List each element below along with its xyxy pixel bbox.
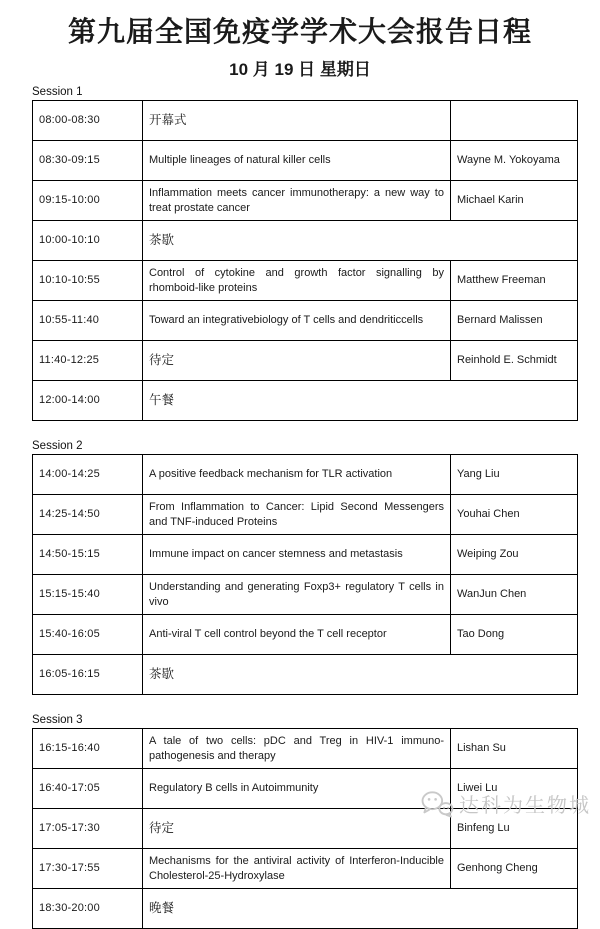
session-block-3 (32, 714, 577, 929)
title-cell: Multiple lineages of natural killer cells (143, 141, 451, 181)
session-label: Session 3 (32, 714, 83, 726)
table-row (33, 535, 578, 575)
title-cell: Anti-viral T cell control beyond the T cell receptor (143, 615, 451, 655)
table-row (33, 575, 578, 615)
table-row (33, 301, 578, 341)
time-cell: 16:40-17:05 (33, 769, 143, 809)
title-cell: From Inflammation to Cancer: Lipid Second Messengers and TNF-induced Proteins (143, 495, 451, 535)
time-cell: 10:55-11:40 (33, 301, 143, 341)
table-row (33, 261, 578, 301)
table-row (33, 809, 578, 849)
title-cell: 午餐 (143, 381, 578, 421)
table-row (33, 655, 578, 695)
speaker-cell: Liwei Lu (451, 769, 578, 809)
table-row (33, 495, 578, 535)
speaker-cell: WanJun Chen (451, 575, 578, 615)
title-cell: Understanding and generating Foxp3+ regulatory T cells in vivo (143, 575, 451, 615)
table-row (33, 101, 578, 141)
time-cell: 14:25-14:50 (33, 495, 143, 535)
time-cell: 08:00-08:30 (33, 101, 143, 141)
speaker-cell: Matthew Freeman (451, 261, 578, 301)
title-cell: Regulatory B cells in Autoimmunity (143, 769, 451, 809)
table-row (33, 181, 578, 221)
watermark-text: 达科为生物城 (459, 795, 591, 817)
page-subtitle: 10 月 19 日 星期日 (229, 60, 371, 79)
table-row (33, 221, 578, 261)
speaker-cell: Reinhold E. Schmidt (451, 341, 578, 381)
time-cell: 17:05-17:30 (33, 809, 143, 849)
title-cell: Toward an integrativebiology of T cells and dendriticcells (143, 301, 451, 341)
time-cell: 08:30-09:15 (33, 141, 143, 181)
title-cell: Mechanisms for the antiviral activity of Interferon-Inducible Cholesterol-25-Hydroxylase (143, 849, 451, 889)
title-cell: 茶歇 (143, 655, 578, 695)
time-cell: 14:50-15:15 (33, 535, 143, 575)
table-row (33, 769, 578, 809)
speaker-cell: Weiping Zou (451, 535, 578, 575)
title-cell: 茶歇 (143, 221, 578, 261)
table-row (33, 141, 578, 181)
session-block-1 (32, 86, 577, 421)
time-cell: 09:15-10:00 (33, 181, 143, 221)
table-row (33, 381, 578, 421)
time-cell: 16:15-16:40 (33, 729, 143, 769)
title-cell: Control of cytokine and growth factor signalling by rhomboid-like proteins (143, 261, 451, 301)
time-cell: 11:40-12:25 (33, 341, 143, 381)
schedule-table (32, 100, 578, 421)
schedule-table (32, 454, 578, 695)
time-cell: 15:40-16:05 (33, 615, 143, 655)
title-cell: 待定 (143, 341, 451, 381)
title-cell: Inflammation meets cancer immunotherapy: a new way to treat prostate cancer (143, 181, 451, 221)
speaker-cell: Bernard Malissen (451, 301, 578, 341)
speaker-cell: Genhong Cheng (451, 849, 578, 889)
time-cell: 10:00-10:10 (33, 221, 143, 261)
time-cell: 12:00-14:00 (33, 381, 143, 421)
title-cell: Immune impact on cancer stemness and metastasis (143, 535, 451, 575)
time-cell: 10:10-10:55 (33, 261, 143, 301)
time-cell: 14:00-14:25 (33, 455, 143, 495)
table-row (33, 615, 578, 655)
title-cell: 待定 (143, 809, 451, 849)
speaker-cell: Binfeng Lu (451, 809, 578, 849)
table-row (33, 341, 578, 381)
title-cell: A tale of two cells: pDC and Treg in HIV-1 immuno-pathogenesis and therapy (143, 729, 451, 769)
time-cell: 18:30-20:00 (33, 889, 143, 929)
speaker-cell: Lishan Su (451, 729, 578, 769)
schedule-table (32, 728, 578, 929)
speaker-cell: Youhai Chen (451, 495, 578, 535)
time-cell: 15:15-15:40 (33, 575, 143, 615)
session-block-2 (32, 440, 577, 695)
title-cell: 开幕式 (143, 101, 451, 141)
page-title: 第九届全国免疫学学术大会报告日程 (67, 17, 532, 48)
table-row (33, 455, 578, 495)
time-cell: 17:30-17:55 (33, 849, 143, 889)
title-cell: A positive feedback mechanism for TLR activation (143, 455, 451, 495)
table-row (33, 889, 578, 929)
session-label: Session 2 (32, 440, 83, 452)
time-cell: 16:05-16:15 (33, 655, 143, 695)
session-label: Session 1 (32, 86, 83, 98)
speaker-cell: Yang Liu (451, 455, 578, 495)
table-row (33, 729, 578, 769)
speaker-cell: Tao Dong (451, 615, 578, 655)
speaker-cell: Michael Karin (451, 181, 578, 221)
speaker-cell: Wayne M. Yokoyama (451, 141, 578, 181)
table-row (33, 849, 578, 889)
speaker-cell (451, 101, 578, 141)
title-cell: 晚餐 (143, 889, 578, 929)
schedule (0, 86, 600, 929)
